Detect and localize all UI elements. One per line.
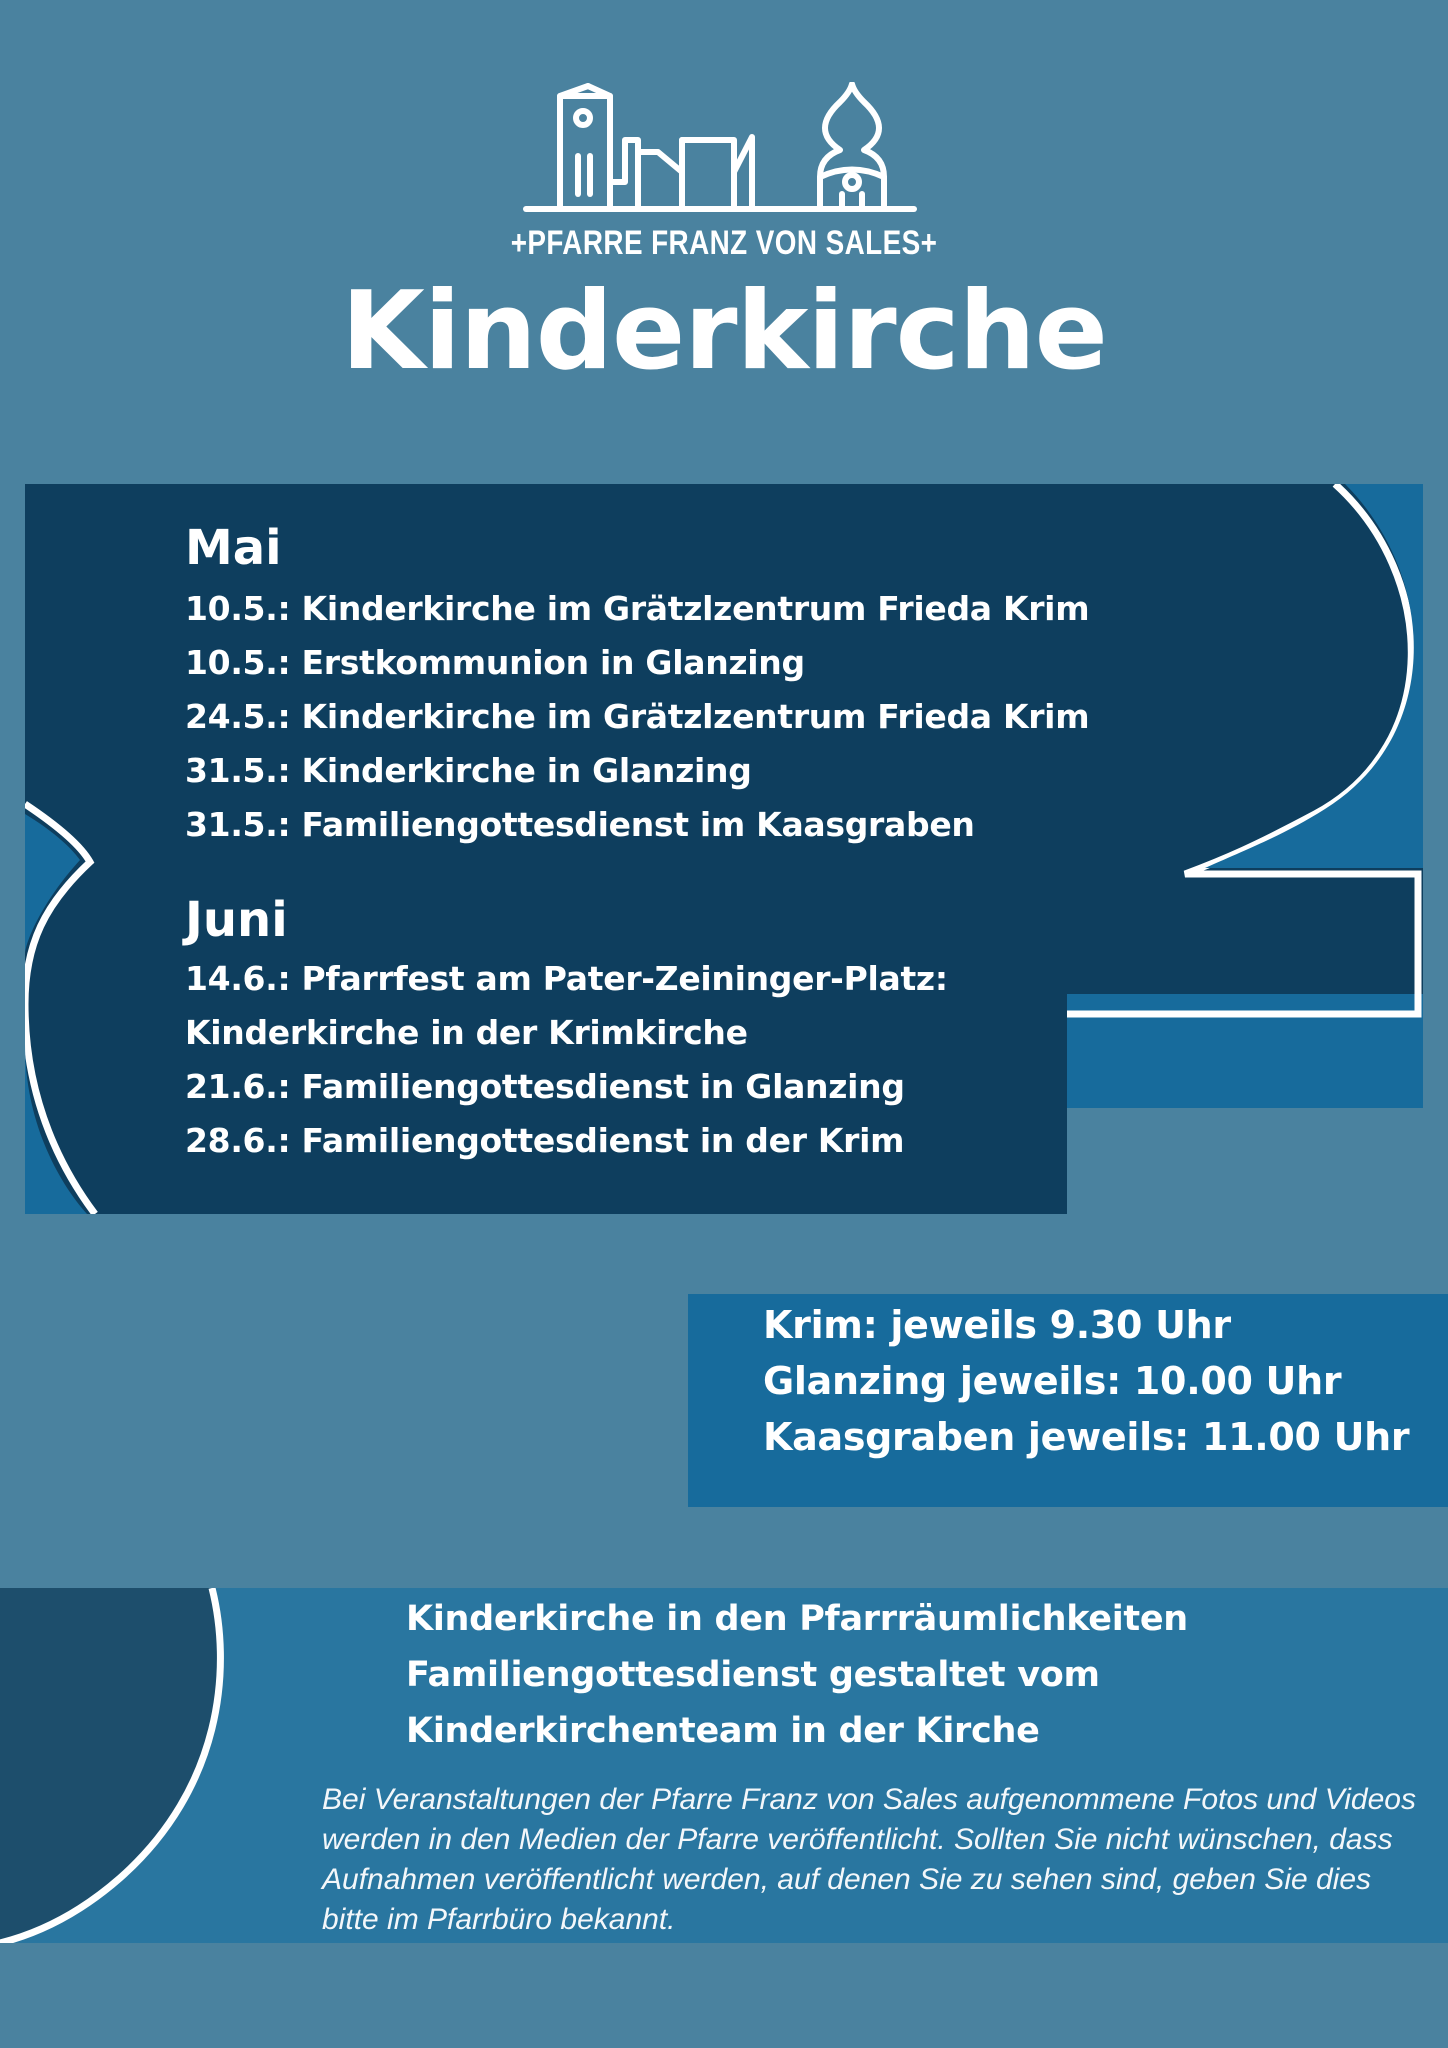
schedule-entry: 10.5.: Kinderkirche im Grätzlzentrum Frieda Krim bbox=[185, 589, 1090, 628]
schedule-entry: 10.5.: Erstkommunion in Glanzing bbox=[185, 643, 805, 682]
info-note: Kinderkirche in den Pfarrräumlichkeiten bbox=[406, 1599, 1188, 1639]
info-note: Familiengottesdienst gestaltet vom bbox=[406, 1655, 1100, 1695]
schedule-panel bbox=[25, 484, 1423, 1214]
schedule-entry: 14.6.: Pfarrfest am Pater-Zeininger-Platz: bbox=[185, 959, 948, 998]
service-times-box bbox=[688, 1294, 1448, 1507]
org-name: +PFARRE FRANZ VON SALES+ bbox=[510, 224, 938, 262]
decorative-curve-icon bbox=[0, 1588, 240, 1943]
service-time: Krim: jeweils 9.30 Uhr bbox=[763, 1303, 1231, 1347]
schedule-entry: 31.5.: Kinderkirche in Glanzing bbox=[185, 751, 752, 790]
month-heading-june: Juni bbox=[185, 892, 288, 948]
month-heading-may: Mai bbox=[185, 520, 282, 576]
page-title: Kinderkirche bbox=[341, 269, 1107, 394]
info-band bbox=[0, 1588, 1448, 1943]
schedule-entry: 21.6.: Familiengottesdienst in Glanzing bbox=[185, 1067, 905, 1106]
schedule-entry: 28.6.: Familiengottesdienst in der Krim bbox=[185, 1121, 905, 1160]
photo-disclaimer: Bei Veranstaltungen der Pfarre Franz von Sales aufgenommene Fotos und Videos werden in den Medien der Pfarre veröffentlicht. Sollten Sie nicht wünschen, dass Aufnahmen veröffentlicht werden, auf denen Sie zu sehen sind, geben Sie dies bitte im Pfarrbüro bekannt. bbox=[322, 1783, 1416, 1936]
parish-logo-icon bbox=[520, 82, 920, 220]
schedule-entry: 24.5.: Kinderkirche im Grätzlzentrum Frieda Krim bbox=[185, 697, 1090, 736]
schedule-entry: 31.5.: Familiengottesdienst im Kaasgraben bbox=[185, 805, 975, 844]
info-note: Kinderkirchenteam in der Kirche bbox=[406, 1711, 1040, 1751]
service-time: Glanzing jeweils: 10.00 Uhr bbox=[763, 1359, 1342, 1403]
schedule-entry: Kinderkirche in der Krimkirche bbox=[185, 1013, 748, 1052]
service-time: Kaasgraben jeweils: 11.00 Uhr bbox=[763, 1415, 1410, 1459]
